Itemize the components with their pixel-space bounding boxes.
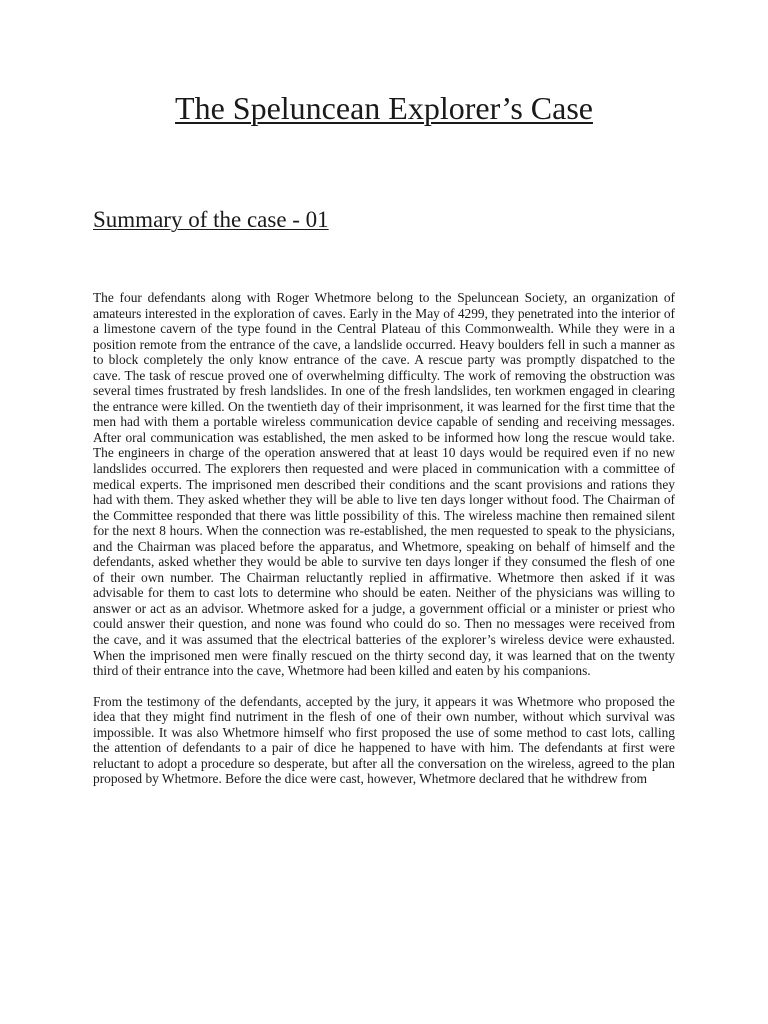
document-title: The Speluncean Explorer’s Case	[175, 90, 593, 126]
document-body	[93, 290, 675, 787]
body-paragraph: The four defendants along with Roger Whetmore belong to the Speluncean Society, an organization of amateurs interested in the exploration of caves. Early in the May of 4299, they penetrated into the interior of a limestone cavern of the type found in the Central Plateau of this Commonwealth. While they were in a position remote from the entrance of the cave, a landslide occurred. Heavy boulders fell in such a manner as to block completely the only know entrance of the cave. A rescue party was promptly dispatched to the cave. The task of rescue proved one of overwhelming difficulty. The work of removing the obstruction was several times frustrated by fresh landslides. In one of the fresh landslides, ten workmen engaged in clearing the entrance were killed. On the twentieth day of their imprisonment, it was learned for the first time that the men had with them a portable wireless communication device capable of sending and receiving messages. After oral communication was established, the men asked to be informed how long the rescue would take. The engineers in charge of the operation answered that at least 10 days would be required even if no new landslides occurred. The explorers then requested and were placed in communication with a committee of medical experts. The imprisoned men described their conditions and the scant provisions and rations they had with them. They asked whether they will be able to live ten days longer without food. The Chairman of the Committee responded that there was little possibility of this. The wireless machine then remained silent for the next 8 hours. When the connection was re-established, the men requested to speak to the physicians, and the Chairman was placed before the apparatus, and Whetmore, speaking on behalf of himself and the defendants, asked whether they would be able to survive ten days longer if they consumed the flesh of one of their own number. The Chairman reluctantly replied in affirmative. Whetmore then asked if it was advisable for them to cast lots to determine who should be eaten. Neither of the physicians was willing to answer or act as an advisor. Whetmore asked for a judge, a government official or a minister or priest who could answer their question, and none was found who could do so. Then no messages were received from the cave, and it was assumed that the electrical batteries of the explorer’s wireless device were exhausted. When the imprisoned men were finally rescued on the thirty second day, it was learned that on the twenty third of their entrance into the cave, Whetmore had been killed and eaten by his companions.	[93, 290, 675, 679]
section-heading: Summary of the case - 01	[93, 207, 329, 232]
body-paragraph: From the testimony of the defendants, accepted by the jury, it appears it was Whetmore who proposed the idea that they might find nutriment in the flesh of one of their own number, without which survival was impossible. It was also Whetmore himself who first proposed the use of some method to cast lots, calling the attention of defendants to a pair of dice he happened to have with him. The defendants at first were reluctant to adopt a procedure so desperate, but after all the conversation on the wireless, agreed to the plan proposed by Whetmore. Before the dice were cast, however, Whetmore declared that he withdrew from	[93, 693, 675, 787]
